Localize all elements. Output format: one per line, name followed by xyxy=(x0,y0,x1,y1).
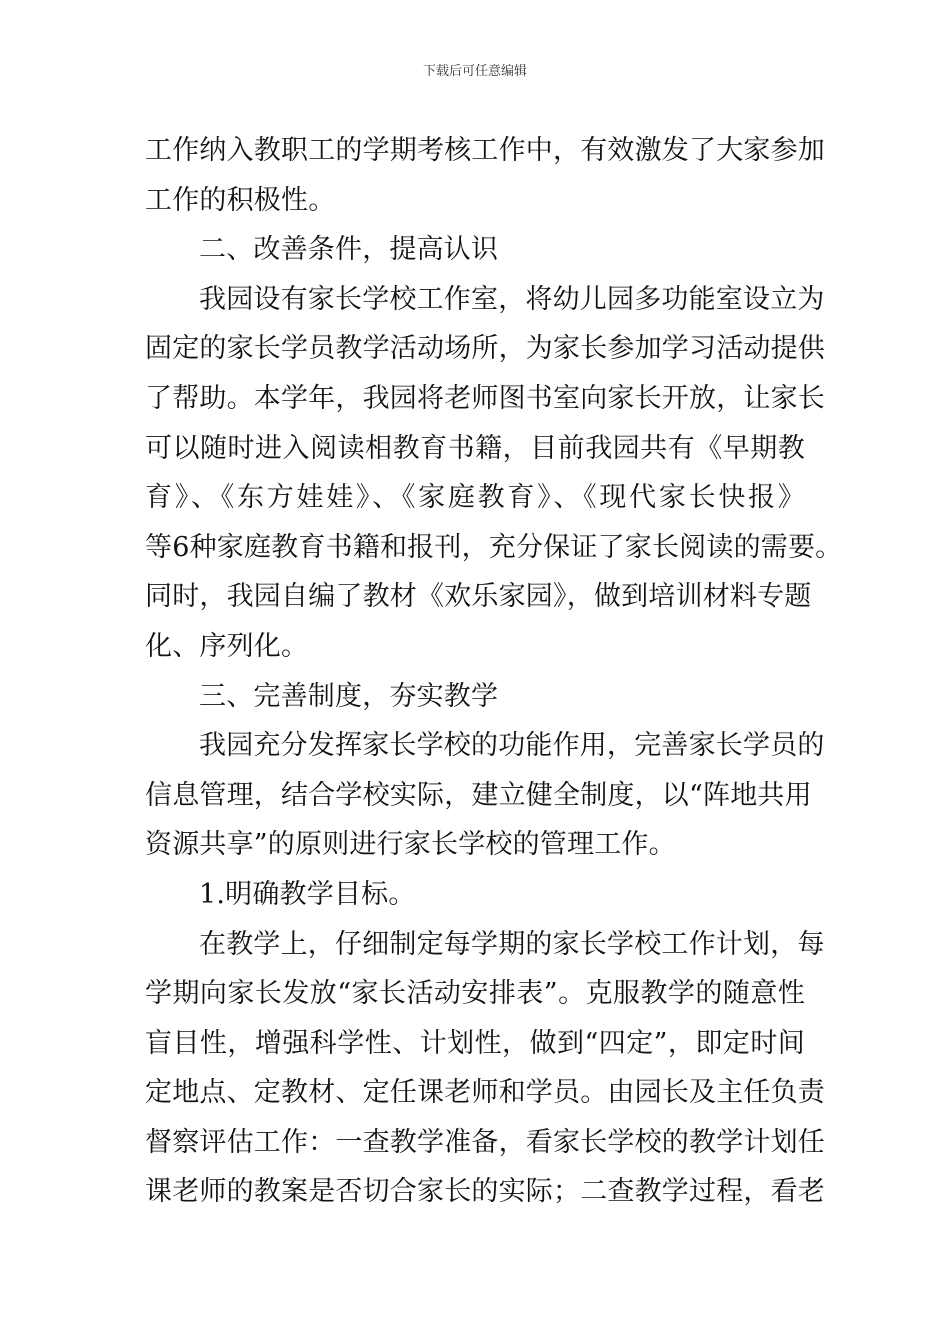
paragraph-line: 育》、《东方娃娃》、《家庭教育》、《现代家长快报》 xyxy=(145,482,805,514)
paragraph-line: 工作的积极性。 xyxy=(145,184,336,216)
subsection-heading: 1.明确教学目标。 xyxy=(199,878,416,910)
paragraph-line: 工作纳入教职工的学期考核工作中，有效激发了大家参加 xyxy=(145,135,825,166)
paragraph-line: 在教学上，仔细制定每学期的家长学校工作计划，每 xyxy=(199,928,825,960)
section-heading: 三、完善制度，夯实教学 xyxy=(199,680,499,712)
paragraph-line: 了帮助。本学年，我园将老师图书室向家长开放，让家长 xyxy=(145,382,825,414)
paragraph-line: 学期向家长发放“家长活动安排表”。克服教学的随意性 xyxy=(145,978,805,1010)
paragraph-line: 课老师的教案是否切合家长的实际；二查教学过程，看老 xyxy=(145,1176,825,1208)
paragraph-line: 督察评估工作：一查教学准备，看家长学校的教学计划任 xyxy=(145,1126,825,1158)
paragraph-line: 信息管理，结合学校实际，建立健全制度，以“阵地共用 xyxy=(145,779,812,811)
paragraph-line: 固定的家长学员教学活动场所，为家长参加学习活动提供 xyxy=(145,333,825,365)
paragraph-line: 化、序列化。 xyxy=(145,630,309,662)
paragraph-line: 定地点、定教材、定任课老师和学员。由园长及主任负责 xyxy=(145,1077,825,1109)
paragraph-line: 我园设有家长学校工作室，将幼儿园多功能室设立为 xyxy=(199,283,825,315)
paragraph-line: 可以随时进入阅读相教育书籍，目前我园共有《早期教 xyxy=(145,432,805,464)
paragraph-line: 我园充分发挥家长学校的功能作用，完善家长学员的 xyxy=(199,730,825,762)
page-header: 下载后可任意编辑 xyxy=(422,64,527,79)
paragraph-line: 盲目性，增强科学性、计划性，做到“四定”，即定时间 xyxy=(145,1027,805,1059)
document-body xyxy=(145,126,843,1217)
paragraph-line: 同时，我园自编了教材《欢乐家园》，做到培训材料专题 xyxy=(145,581,812,613)
paragraph-line: 等6种家庭教育书籍和报刊，充分保证了家长阅读的需要。 xyxy=(145,531,843,563)
paragraph-line: 资源共享”的原则进行家长学校的管理工作。 xyxy=(145,829,676,861)
section-heading: 二、改善条件，提高认识 xyxy=(199,234,499,266)
